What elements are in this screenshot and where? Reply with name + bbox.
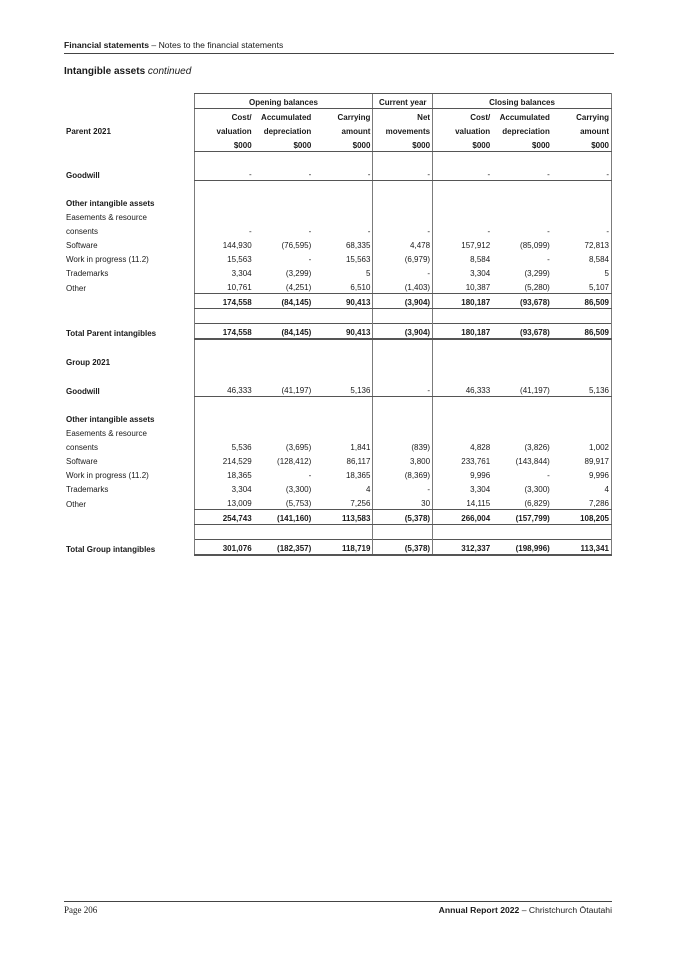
group-table-label: Group 2021 — [66, 358, 111, 367]
blank-cell — [433, 195, 493, 209]
blank-cell — [373, 425, 433, 439]
opening-carrying: 68,335 — [345, 241, 371, 250]
blank-cell — [313, 397, 373, 412]
spacer-row — [64, 397, 612, 412]
blank-cell — [433, 354, 493, 368]
blank-cell — [552, 525, 612, 540]
blank-cell — [433, 425, 493, 439]
blank-cell — [254, 309, 314, 324]
blank-cell — [64, 510, 194, 525]
blank-cell — [373, 525, 433, 540]
closing-carrying: 108,205 — [552, 510, 612, 525]
blank-cell — [433, 152, 493, 167]
goodwill-label: Goodwill — [66, 170, 100, 180]
opening-accum-dep: - — [254, 166, 314, 181]
blank-cell — [313, 354, 373, 368]
line-item-label: Software — [66, 241, 98, 250]
closing-cost: 266,004 — [433, 510, 493, 525]
blank-cell — [194, 152, 254, 167]
closing-cost: - — [433, 223, 493, 237]
closing-cost: 9,996 — [433, 467, 493, 481]
opening-carrying-header: Carrying — [337, 113, 371, 122]
blank-cell — [313, 209, 373, 223]
total-parent-row — [64, 324, 612, 340]
line-item-label: Other — [66, 499, 87, 509]
opening-carrying: 118,719 — [313, 540, 373, 556]
blank-cell — [254, 397, 314, 412]
header-section: Financial statements — [64, 40, 150, 50]
closing-carrying: 86,509 — [552, 324, 612, 340]
blank-cell — [64, 397, 194, 412]
net-movements: 30 — [373, 495, 433, 510]
easements-row-label — [64, 425, 612, 439]
closing-carrying: 7,286 — [552, 495, 612, 510]
opening-accum-dep: (141,160) — [254, 510, 314, 525]
opening-accum-dep-header: Accumulated — [261, 113, 312, 122]
units-closing-accum-dep: $000 — [492, 137, 552, 152]
blank-cell — [64, 368, 194, 382]
other-intangibles-heading-row — [64, 411, 612, 425]
blank-cell — [194, 354, 254, 368]
net-movements: (5,378) — [373, 510, 433, 525]
blank-cell — [552, 209, 612, 223]
line-item-label: Work in progress (11.2) — [66, 255, 149, 264]
blank-cell — [64, 294, 194, 309]
closing-accum-dep: (143,844) — [515, 457, 550, 466]
blank-cell — [194, 209, 254, 223]
line-item-row — [64, 265, 612, 279]
blank-cell — [373, 181, 433, 196]
net-movements: (8,369) — [373, 467, 433, 481]
closing-accum-dep: (3,300) — [524, 485, 550, 494]
blank-cell — [433, 339, 493, 354]
blank-cell — [373, 368, 433, 382]
closing-carrying: 4 — [552, 481, 612, 495]
blank-cell — [492, 152, 552, 167]
opening-carrying: - — [367, 227, 371, 236]
blank-cell — [373, 209, 433, 223]
goodwill-row — [64, 166, 612, 181]
blank-cell — [433, 181, 493, 196]
opening-cost: 18,365 — [194, 467, 254, 481]
easements-label: Easements & resource — [66, 429, 147, 438]
closing-accum-dep: (6,829) — [492, 495, 552, 510]
closing-accum-dep: (5,280) — [492, 279, 552, 294]
closing-cost: 46,333 — [433, 382, 493, 397]
blank-cell — [552, 411, 612, 425]
line-item-row — [64, 453, 612, 467]
closing-cost: 14,115 — [433, 495, 493, 510]
opening-cost-header: Cost/ — [194, 109, 254, 124]
other-intangibles-heading: Other intangible assets — [66, 199, 155, 208]
closing-carrying-header: Carrying — [552, 109, 612, 124]
closing-carrying: 86,509 — [552, 294, 612, 309]
blank-cell — [64, 152, 194, 167]
footer-separator: – — [519, 905, 529, 915]
net-movements: - — [373, 223, 433, 237]
opening-accum-dep: (3,299) — [285, 269, 312, 278]
units-closing-carrying: $000 — [552, 137, 612, 152]
closing-accum-dep-header: Accumulated — [499, 113, 550, 122]
blank-cell — [552, 181, 612, 196]
opening-accum-dep: (84,145) — [254, 324, 314, 340]
closing-carrying: 9,996 — [552, 467, 612, 481]
easements-row — [64, 223, 612, 237]
page-number: Page 206 — [64, 905, 98, 915]
closing-cost: 312,337 — [433, 540, 493, 556]
blank-cell — [254, 152, 314, 167]
blank-cell — [552, 339, 612, 354]
blank-cell — [373, 354, 433, 368]
blank-cell — [64, 109, 194, 124]
report-title: Annual Report 2022 — [438, 905, 520, 915]
opening-carrying: 90,413 — [313, 294, 373, 309]
total-parent-label: Total Parent intangibles — [66, 329, 157, 338]
opening-cost: 174,558 — [194, 294, 254, 309]
net-movements: (6,979) — [373, 251, 433, 265]
blank-cell — [433, 368, 493, 382]
parent-table-label: Parent 2021 — [66, 127, 111, 136]
opening-cost: 13,009 — [194, 495, 254, 510]
easements-label-cont: consents — [66, 227, 99, 236]
blank-cell — [64, 94, 194, 109]
opening-carrying: 18,365 — [345, 471, 371, 480]
blank-cell — [313, 152, 373, 167]
net-movements: - — [373, 481, 433, 495]
blank-cell — [254, 195, 314, 209]
blank-cell — [373, 339, 433, 354]
opening-carrying: 113,583 — [313, 510, 373, 525]
blank-cell — [194, 411, 254, 425]
net-movements: (3,904) — [373, 324, 433, 340]
blank-cell — [433, 309, 493, 324]
opening-accum-dep: (128,412) — [277, 457, 312, 466]
page-header — [64, 40, 614, 54]
report-city: Christchurch Ōtautahi — [528, 905, 612, 915]
opening-accum-dep: (84,145) — [254, 294, 314, 309]
units-opening-accum-dep: $000 — [254, 137, 314, 152]
total-group-row — [64, 540, 612, 556]
opening-cost: 254,743 — [194, 510, 254, 525]
blank-cell — [492, 209, 552, 223]
table-body — [64, 94, 612, 556]
closing-balances-group: Closing balances — [433, 94, 612, 109]
line-item-label: Trademarks — [66, 485, 109, 494]
net-movements-header: Net — [373, 109, 433, 124]
blank-cell — [433, 209, 493, 223]
closing-accum-dep: (93,678) — [492, 324, 552, 340]
line-item-row — [64, 467, 612, 481]
closing-carrying: 5,107 — [552, 279, 612, 294]
blank-cell — [373, 195, 433, 209]
closing-carrying: 8,584 — [552, 251, 612, 265]
blank-cell — [492, 525, 552, 540]
closing-carrying: 72,813 — [552, 237, 612, 251]
blank-cell — [492, 397, 552, 412]
closing-cost: 10,387 — [433, 279, 493, 294]
blank-cell — [64, 309, 194, 324]
opening-cost: 214,529 — [194, 453, 254, 467]
closing-carrying: - — [552, 223, 612, 237]
opening-carrying: - — [313, 166, 373, 181]
blank-cell — [373, 152, 433, 167]
intangible-assets-table — [64, 93, 612, 556]
blank-cell — [313, 525, 373, 540]
blank-cell — [313, 425, 373, 439]
closing-cost: - — [433, 166, 493, 181]
closing-cost: 4,828 — [433, 439, 493, 453]
line-item-label: Trademarks — [66, 269, 109, 278]
opening-accum-dep: - — [308, 471, 312, 480]
blank-cell — [64, 137, 194, 152]
blank-cell — [254, 354, 314, 368]
line-item-row — [64, 237, 612, 251]
units-opening-carrying: $000 — [313, 137, 373, 152]
blank-cell — [194, 397, 254, 412]
blank-cell — [552, 368, 612, 382]
blank-cell — [194, 181, 254, 196]
closing-carrying: 5 — [552, 265, 612, 279]
opening-balances-group: Opening balances — [194, 94, 373, 109]
blank-cell — [373, 411, 433, 425]
units-row — [64, 137, 612, 152]
opening-carrying: 7,256 — [313, 495, 373, 510]
net-movements: (3,904) — [373, 294, 433, 309]
closing-accum-dep: (93,678) — [492, 294, 552, 309]
blank-cell — [492, 181, 552, 196]
blank-cell — [492, 309, 552, 324]
blank-cell — [194, 368, 254, 382]
blank-cell — [64, 181, 194, 196]
net-movements: - — [373, 166, 433, 181]
group-label-row — [64, 354, 612, 368]
opening-cost: 5,536 — [194, 439, 254, 453]
opening-accum-dep: - — [308, 227, 312, 236]
closing-cost: 157,912 — [433, 237, 493, 251]
easements-label: Easements & resource — [66, 213, 147, 222]
blank-cell — [254, 209, 314, 223]
opening-carrying: 5 — [365, 269, 371, 278]
spacer-row — [64, 152, 612, 167]
opening-cost: 3,304 — [194, 265, 254, 279]
blank-cell — [254, 339, 314, 354]
opening-carrying: 15,563 — [345, 255, 371, 264]
net-movements-header: movements — [373, 123, 433, 137]
units-net-movements: $000 — [373, 137, 433, 152]
opening-accum-dep: (5,753) — [254, 495, 314, 510]
current-year-group: Current year — [373, 94, 433, 109]
opening-carrying: 4 — [365, 485, 371, 494]
section-title — [64, 66, 191, 77]
opening-accum-dep: (182,357) — [254, 540, 314, 556]
opening-accum-dep: - — [308, 255, 312, 264]
line-item-label: Work in progress (11.2) — [66, 471, 149, 480]
opening-carrying: 1,841 — [350, 443, 371, 452]
closing-accum-dep: (3,299) — [524, 269, 550, 278]
column-header-row-2 — [64, 123, 612, 137]
closing-carrying-header: amount — [552, 123, 612, 137]
other-intangibles-heading-row — [64, 195, 612, 209]
header-subsection: Notes to the financial statements — [158, 40, 284, 50]
units-opening-cost: $000 — [194, 137, 254, 152]
opening-cost: 46,333 — [194, 382, 254, 397]
line-item-row — [64, 495, 612, 510]
closing-cost: 3,304 — [433, 265, 493, 279]
blank-cell — [492, 425, 552, 439]
total-group-label: Total Group intangibles — [66, 545, 156, 554]
spacer-row — [64, 309, 612, 324]
opening-cost: 301,076 — [194, 540, 254, 556]
closing-carrying: 89,917 — [552, 453, 612, 467]
blank-cell — [313, 181, 373, 196]
opening-accum-dep: (3,695) — [285, 443, 312, 452]
goodwill-label: Goodwill — [66, 386, 100, 396]
closing-cost: 3,304 — [433, 481, 493, 495]
blank-cell — [492, 354, 552, 368]
blank-cell — [433, 525, 493, 540]
opening-accum-dep: (76,595) — [281, 241, 312, 250]
closing-accum-dep: (85,099) — [520, 241, 550, 250]
opening-carrying: 5,136 — [313, 382, 373, 397]
blank-cell — [552, 397, 612, 412]
blank-cell — [552, 195, 612, 209]
closing-accum-dep: - — [492, 166, 552, 181]
blank-cell — [254, 525, 314, 540]
blank-cell — [254, 425, 314, 439]
net-movements: (5,378) — [373, 540, 433, 556]
blank-cell — [492, 411, 552, 425]
closing-cost-header: valuation — [433, 123, 493, 137]
closing-accum-dep: - — [547, 255, 550, 264]
closing-accum-dep: - — [547, 471, 550, 480]
blank-cell — [194, 195, 254, 209]
blank-cell — [254, 411, 314, 425]
blank-cell — [313, 309, 373, 324]
line-item-row — [64, 481, 612, 495]
blank-cell — [492, 368, 552, 382]
opening-accum-dep: (4,251) — [254, 279, 314, 294]
opening-carrying-header: amount — [341, 127, 371, 136]
blank-cell — [254, 368, 314, 382]
closing-cost-header: Cost/ — [433, 109, 493, 124]
blank-cell — [373, 309, 433, 324]
section-title-main: Intangible assets — [64, 66, 146, 77]
closing-carrying: - — [552, 166, 612, 181]
blank-cell — [492, 339, 552, 354]
line-item-label: Software — [66, 457, 98, 466]
units-closing-cost: $000 — [433, 137, 493, 152]
goodwill-row — [64, 382, 612, 397]
blank-cell — [313, 339, 373, 354]
easements-label-cont: consents — [66, 443, 99, 452]
blank-cell — [313, 195, 373, 209]
opening-cost: 174,558 — [194, 324, 254, 340]
subtotal-row — [64, 294, 612, 309]
column-header-row-1 — [64, 109, 612, 124]
opening-accum-dep: (3,300) — [285, 485, 312, 494]
group-header-row — [64, 94, 612, 109]
opening-cost: - — [194, 166, 254, 181]
blank-cell — [552, 354, 612, 368]
blank-cell — [433, 411, 493, 425]
net-movements: (839) — [373, 439, 433, 453]
line-item-row — [64, 251, 612, 265]
closing-carrying: 1,002 — [552, 439, 612, 453]
spacer-row — [64, 525, 612, 540]
opening-carrying: 86,117 — [346, 457, 371, 466]
blank-cell — [552, 425, 612, 439]
opening-accum-dep: (41,197) — [254, 382, 314, 397]
net-movements: (1,403) — [373, 279, 433, 294]
spacer-row — [64, 339, 612, 354]
blank-cell — [492, 195, 552, 209]
closing-cost: 180,187 — [433, 324, 493, 340]
closing-cost: 180,187 — [433, 294, 493, 309]
closing-cost: 8,584 — [433, 251, 493, 265]
closing-accum-dep: (41,197) — [492, 382, 552, 397]
closing-accum-dep-header: depreciation — [502, 127, 550, 136]
blank-cell — [552, 152, 612, 167]
opening-cost-header: valuation — [194, 123, 254, 137]
easements-row — [64, 439, 612, 453]
opening-cost: - — [194, 223, 254, 237]
other-intangibles-heading: Other intangible assets — [66, 415, 155, 424]
blank-cell — [194, 425, 254, 439]
closing-accum-dep: (198,996) — [492, 540, 552, 556]
closing-carrying: 5,136 — [552, 382, 612, 397]
opening-cost: 15,563 — [194, 251, 254, 265]
opening-carrying: 6,510 — [313, 279, 373, 294]
blank-cell — [552, 309, 612, 324]
net-movements: - — [373, 382, 433, 397]
opening-carrying: 90,413 — [313, 324, 373, 340]
opening-cost: 144,930 — [194, 237, 254, 251]
opening-accum-dep-header: depreciation — [263, 127, 312, 136]
page-footer — [64, 901, 612, 915]
closing-accum-dep: (157,799) — [492, 510, 552, 525]
blank-cell — [194, 525, 254, 540]
blank-cell — [313, 411, 373, 425]
blank-cell — [194, 309, 254, 324]
blank-cell — [373, 397, 433, 412]
closing-accum-dep: (3,826) — [524, 443, 550, 452]
spacer-row — [64, 368, 612, 382]
blank-cell — [194, 339, 254, 354]
subtotal-row — [64, 510, 612, 525]
blank-cell — [254, 181, 314, 196]
blank-cell — [64, 525, 194, 540]
section-title-continued: continued — [145, 66, 192, 77]
spacer-row — [64, 181, 612, 196]
net-movements: - — [373, 265, 433, 279]
opening-cost: 10,761 — [194, 279, 254, 294]
opening-cost: 3,304 — [194, 481, 254, 495]
blank-cell — [64, 339, 194, 354]
closing-accum-dep: - — [547, 227, 550, 236]
net-movements: 4,478 — [373, 237, 433, 251]
net-movements: 3,800 — [373, 453, 433, 467]
easements-row-label — [64, 209, 612, 223]
report-name — [439, 905, 612, 915]
blank-cell — [313, 368, 373, 382]
closing-cost: 233,761 — [433, 453, 493, 467]
header-separator: – — [149, 40, 159, 50]
blank-cell — [433, 397, 493, 412]
line-item-row — [64, 279, 612, 294]
closing-carrying: 113,341 — [552, 540, 612, 556]
line-item-label: Other — [66, 283, 87, 293]
